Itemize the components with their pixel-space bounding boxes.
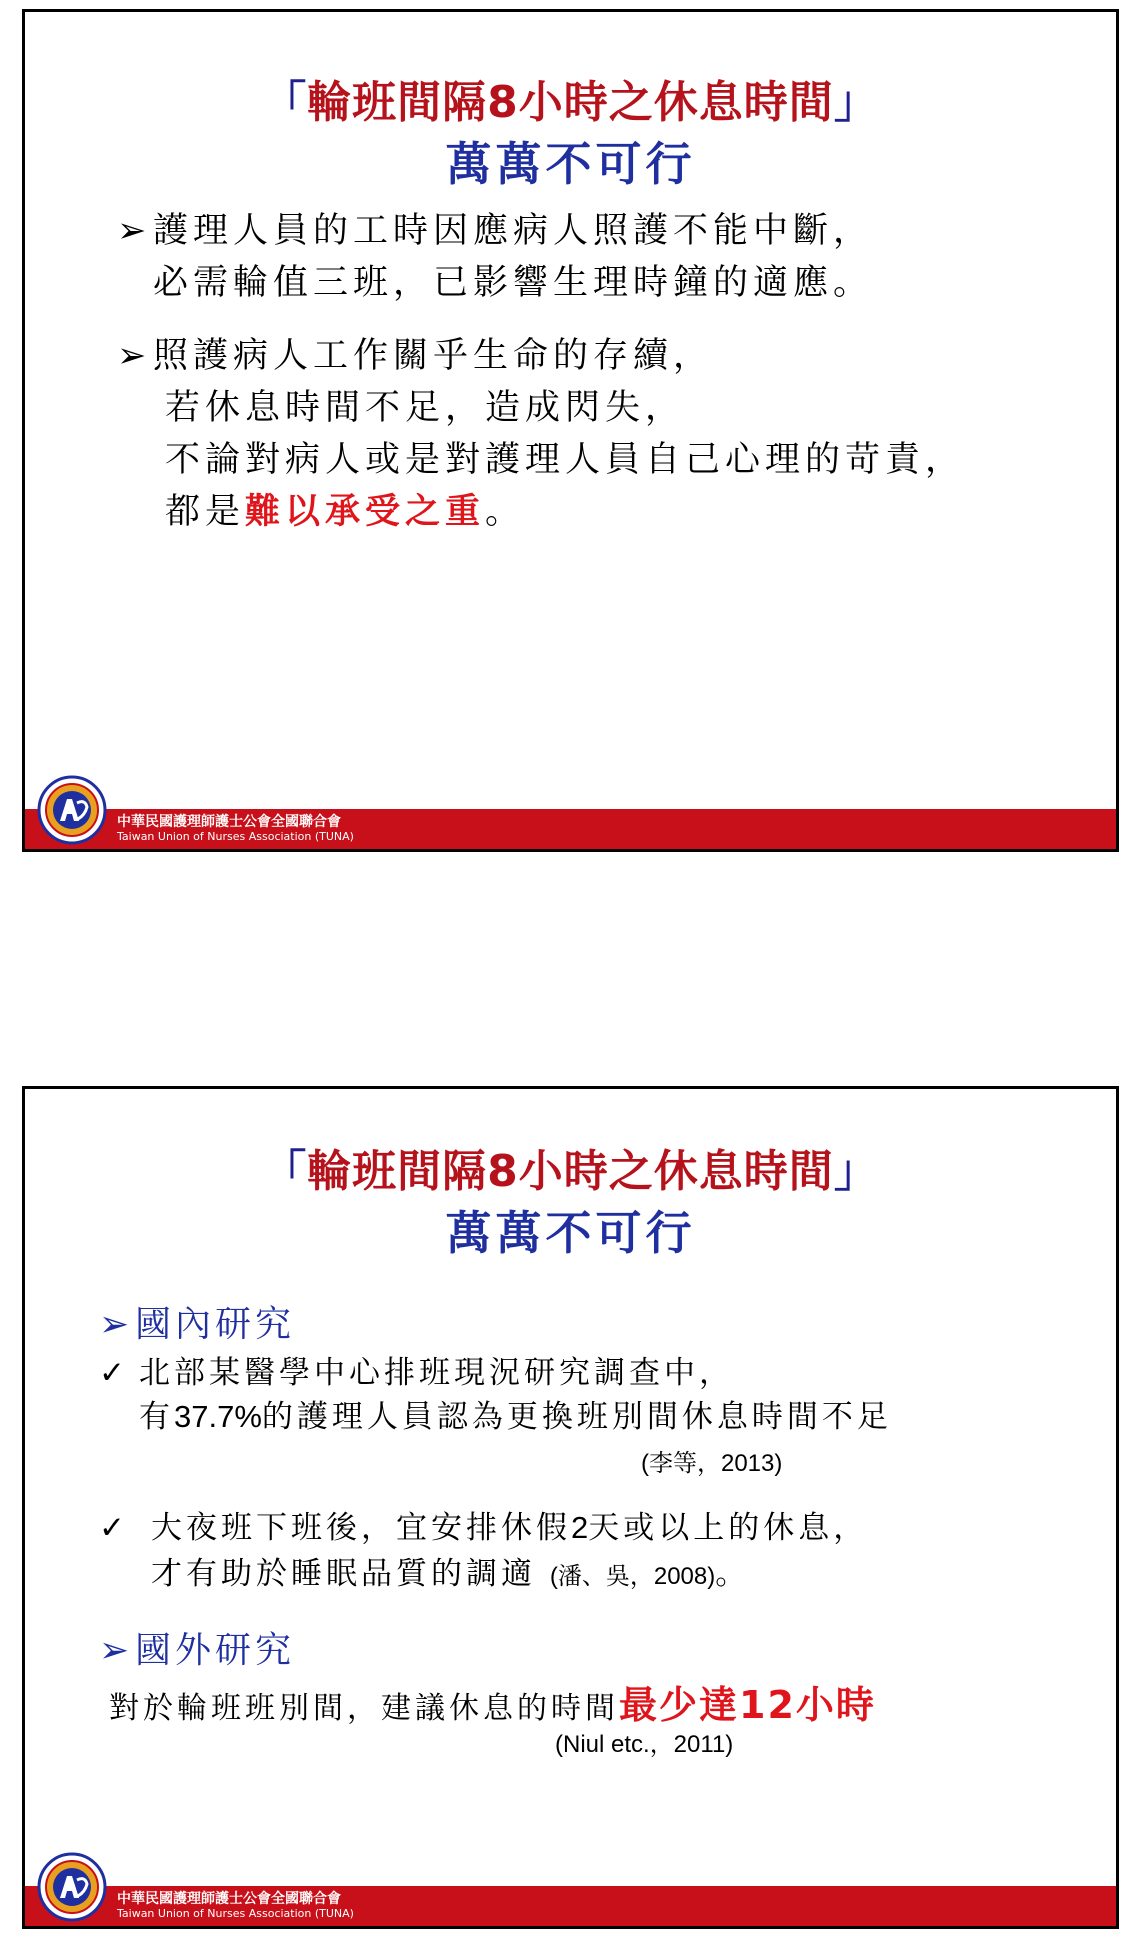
bullet-text: 都是 bbox=[165, 492, 246, 532]
days-value: 2 bbox=[571, 1510, 589, 1545]
title-main: 輪班間隔8小時之休息時間 bbox=[307, 1146, 834, 1197]
emphasis-text: 最少達12小時 bbox=[619, 1683, 876, 1727]
tuna-logo-icon bbox=[37, 775, 107, 845]
tuna-logo-icon bbox=[37, 1852, 107, 1922]
bullet-text: 若休息時間不足，造成閃失， bbox=[165, 388, 686, 428]
percentage-value: 37.7% bbox=[174, 1399, 262, 1434]
checkmark-icon: ✓ bbox=[99, 1355, 129, 1391]
slide-subtitle: 萬萬不可行 bbox=[445, 137, 696, 191]
bullet-block-1 bbox=[117, 205, 873, 309]
slide-subtitle: 萬萬不可行 bbox=[445, 1206, 696, 1260]
title-bracket-close: 」 bbox=[833, 1146, 879, 1197]
item-text: 有 bbox=[139, 1399, 174, 1435]
bullet-text: 必需輪值三班，已影響生理時鐘的適應。 bbox=[153, 263, 874, 303]
checkmark-icon: ✓ bbox=[99, 1510, 129, 1546]
item-text: 天或以上的休息， bbox=[588, 1510, 869, 1546]
slide-1 bbox=[22, 9, 1119, 852]
org-name-en: Taiwan Union of Nurses Association (TUNA) bbox=[117, 1907, 354, 1920]
item-text: 的護理人員認為更換班別間休息時間不足 bbox=[261, 1399, 892, 1435]
title-bracket-open: 「 bbox=[262, 1146, 308, 1197]
heading-text: 國外研究 bbox=[135, 1630, 296, 1671]
footer-bar bbox=[25, 809, 1116, 849]
domestic-research-heading bbox=[99, 1299, 295, 1351]
bullet-text: 照護病人工作關乎生命的存續， bbox=[153, 336, 714, 376]
citation: (Niul etc.，2011) bbox=[555, 1731, 734, 1758]
footer-bar bbox=[25, 1886, 1116, 1926]
footer-org bbox=[117, 814, 354, 844]
emphasis-text: 難以承受之重 bbox=[245, 491, 486, 532]
domestic-item-2 bbox=[99, 1505, 868, 1600]
item-text: 對於輪班班別間，建議休息的時間 bbox=[109, 1691, 619, 1726]
arrow-bullet-icon: ➢ bbox=[117, 336, 152, 376]
foreign-item bbox=[109, 1683, 876, 1767]
item-text: 北部某醫學中心排班現況研究調查中， bbox=[139, 1355, 734, 1391]
title-bracket-open: 「 bbox=[262, 77, 308, 128]
title-bracket-close: 」 bbox=[833, 77, 879, 128]
bullet-text: 不論對病人或是對護理人員自己心理的苛責， bbox=[165, 440, 966, 480]
org-name-en: Taiwan Union of Nurses Association (TUNA) bbox=[117, 830, 354, 843]
footer-org bbox=[117, 1891, 354, 1921]
slide-title bbox=[25, 66, 1116, 130]
arrow-bullet-icon: ➢ bbox=[99, 1630, 134, 1671]
arrow-bullet-icon: ➢ bbox=[99, 1304, 134, 1345]
domestic-item-1 bbox=[99, 1351, 892, 1486]
bullet-block-2 bbox=[117, 330, 965, 538]
bullet-text: 。 bbox=[485, 492, 526, 532]
slide-2 bbox=[22, 1086, 1119, 1929]
slide-title bbox=[25, 1135, 1116, 1199]
item-text: 大夜班下班後，宜安排休假 bbox=[151, 1510, 571, 1546]
citation: (潘、吳，2008) bbox=[549, 1563, 716, 1590]
item-text: 才有助於睡眠品質的調適 bbox=[151, 1556, 536, 1592]
bullet-text: 護理人員的工時因應病人照護不能中斷， bbox=[153, 211, 874, 251]
org-name-zh: 中華民國護理師護士公會全國聯合會 bbox=[117, 1891, 341, 1907]
citation: (李等，2013) bbox=[641, 1450, 783, 1477]
title-main: 輪班間隔8小時之休息時間 bbox=[307, 77, 834, 128]
item-text: 。 bbox=[715, 1556, 751, 1592]
heading-text: 國內研究 bbox=[135, 1304, 296, 1345]
org-name-zh: 中華民國護理師護士公會全國聯合會 bbox=[117, 814, 341, 830]
foreign-research-heading bbox=[99, 1625, 295, 1677]
arrow-bullet-icon: ➢ bbox=[117, 211, 152, 251]
